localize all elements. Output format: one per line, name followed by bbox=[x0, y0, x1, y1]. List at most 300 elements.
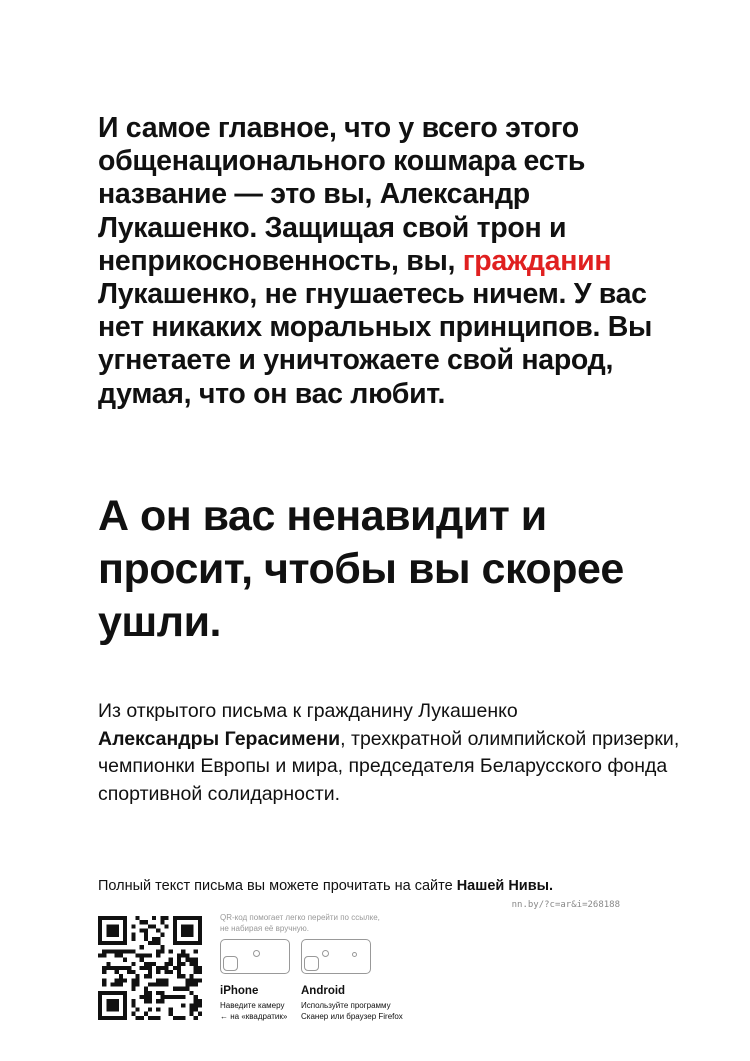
qr-module bbox=[181, 928, 185, 932]
qr-module bbox=[156, 999, 160, 1003]
source-rest: , трехкратной олимпийской призерки, чемпионки Европы и мира, председателя Беларусского фонда спортивной солидарности. bbox=[98, 727, 680, 805]
qr-module bbox=[177, 970, 181, 974]
qr-module bbox=[144, 991, 148, 995]
qr-module bbox=[98, 995, 102, 999]
lead-text-end: Лукашенко, не гнушаетесь ничем. У вас нет никаких моральных принципов. Вы угнетаете и уничтожаете свой народ, думая, что он вас любит. bbox=[98, 278, 653, 410]
qr-module bbox=[190, 974, 194, 978]
qr-module bbox=[181, 1016, 185, 1020]
qr-module bbox=[190, 1003, 194, 1007]
qr-module bbox=[110, 983, 114, 987]
qr-module bbox=[98, 937, 102, 941]
qr-module bbox=[123, 978, 127, 982]
qr-module bbox=[177, 941, 181, 945]
qr-module bbox=[194, 978, 198, 982]
qr-module bbox=[169, 962, 173, 966]
instr-line: Используйте программу bbox=[301, 1001, 391, 1010]
qr-module bbox=[119, 941, 123, 945]
qr-module bbox=[119, 966, 123, 970]
qr-module bbox=[140, 995, 144, 999]
android-title: Android bbox=[301, 985, 346, 997]
qr-module bbox=[181, 995, 185, 999]
qr-module bbox=[102, 978, 106, 982]
qr-module bbox=[98, 1003, 102, 1007]
headline: А он вас ненавидит и просит, чтобы вы скорее ушли. bbox=[98, 492, 624, 646]
qr-module bbox=[98, 991, 102, 995]
qr-module bbox=[185, 953, 189, 957]
qr-hint bbox=[220, 912, 380, 934]
qr-module bbox=[148, 983, 152, 987]
qr-module bbox=[152, 1016, 156, 1020]
qr-module bbox=[115, 949, 119, 953]
qr-module bbox=[160, 999, 164, 1003]
qr-module bbox=[98, 1012, 102, 1016]
camera-icon bbox=[223, 956, 238, 971]
url-text[interactable]: nn.by/?c=ar&i=268188 bbox=[511, 900, 620, 910]
qr-module bbox=[148, 941, 152, 945]
qr-module bbox=[165, 962, 169, 966]
qr-module bbox=[119, 1016, 123, 1020]
qr-module bbox=[148, 966, 152, 970]
qr-module bbox=[98, 953, 102, 957]
qr-module bbox=[165, 978, 169, 982]
qr-module bbox=[181, 941, 185, 945]
qr-module bbox=[148, 962, 152, 966]
qr-module bbox=[123, 1016, 127, 1020]
qr-module bbox=[106, 999, 110, 1003]
qr-module bbox=[173, 928, 177, 932]
qr-module bbox=[185, 983, 189, 987]
qr-module bbox=[98, 928, 102, 932]
qr-module bbox=[110, 916, 114, 920]
qr-module bbox=[148, 999, 152, 1003]
qr-module bbox=[173, 966, 177, 970]
qr-module bbox=[156, 978, 160, 982]
qr-module bbox=[160, 991, 164, 995]
qr-module bbox=[194, 958, 198, 962]
qr-module bbox=[135, 974, 139, 978]
qr-module bbox=[140, 966, 144, 970]
qr-module bbox=[156, 1016, 160, 1020]
qr-module bbox=[135, 978, 139, 982]
qr-module bbox=[160, 966, 164, 970]
iphone-title: iPhone bbox=[220, 985, 259, 997]
qr-module bbox=[135, 916, 139, 920]
qr-module bbox=[102, 1016, 106, 1020]
qr-module bbox=[156, 928, 160, 932]
qr-module bbox=[98, 916, 102, 920]
qr-module bbox=[106, 928, 110, 932]
qr-module bbox=[173, 987, 177, 991]
qr-module bbox=[190, 958, 194, 962]
qr-module bbox=[123, 991, 127, 995]
qr-module bbox=[198, 978, 202, 982]
qr-module bbox=[194, 983, 198, 987]
qr-module bbox=[123, 928, 127, 932]
qr-module bbox=[173, 916, 177, 920]
qr-module bbox=[190, 1012, 194, 1016]
full-text-note bbox=[98, 878, 553, 894]
qr-module bbox=[194, 966, 198, 970]
lens-icon bbox=[322, 950, 329, 957]
qr-module bbox=[119, 949, 123, 953]
qr-module bbox=[115, 999, 119, 1003]
qr-module bbox=[156, 970, 160, 974]
qr-module bbox=[152, 962, 156, 966]
iphone-instructions bbox=[220, 1000, 287, 1022]
qr-module bbox=[190, 928, 194, 932]
qr-module bbox=[198, 920, 202, 924]
camera-icon bbox=[304, 956, 319, 971]
qr-module bbox=[135, 953, 139, 957]
qr-module bbox=[144, 987, 148, 991]
qr-module bbox=[152, 924, 156, 928]
source-paragraph bbox=[98, 698, 698, 808]
qr-module bbox=[110, 1008, 114, 1012]
qr-module bbox=[115, 1008, 119, 1012]
qr-module bbox=[119, 991, 123, 995]
qr-module bbox=[127, 970, 131, 974]
qr-module bbox=[144, 999, 148, 1003]
qr-module bbox=[177, 962, 181, 966]
qr-module bbox=[181, 1003, 185, 1007]
qr-module bbox=[110, 966, 114, 970]
qr-module bbox=[135, 1016, 139, 1020]
qr-module bbox=[144, 966, 148, 970]
qr-module bbox=[131, 978, 135, 982]
qr-module bbox=[156, 1008, 160, 1012]
qr-module bbox=[160, 978, 164, 982]
qr-module bbox=[110, 933, 114, 937]
qr-module bbox=[165, 983, 169, 987]
qr-module bbox=[123, 995, 127, 999]
qr-module bbox=[119, 953, 123, 957]
source-intro: Из открытого письма к гражданину Лукашенко bbox=[98, 700, 518, 722]
qr-module bbox=[148, 1008, 152, 1012]
qr-module bbox=[181, 987, 185, 991]
qr-module bbox=[169, 995, 173, 999]
qr-module bbox=[177, 958, 181, 962]
qr-module bbox=[144, 1012, 148, 1016]
qr-module bbox=[115, 991, 119, 995]
qr-module bbox=[106, 941, 110, 945]
qr-module bbox=[148, 991, 152, 995]
qr-module bbox=[140, 1016, 144, 1020]
qr-module bbox=[110, 999, 114, 1003]
qr-module bbox=[106, 916, 110, 920]
qr-module bbox=[177, 966, 181, 970]
qr-module bbox=[198, 966, 202, 970]
qr-module bbox=[173, 995, 177, 999]
qr-module bbox=[190, 916, 194, 920]
qr-module bbox=[169, 958, 173, 962]
qr-module bbox=[106, 962, 110, 966]
sensor-icon bbox=[352, 952, 357, 957]
qr-module bbox=[102, 941, 106, 945]
qr-module bbox=[177, 974, 181, 978]
qr-module bbox=[135, 983, 139, 987]
instr-line: Сканер или браузер Firefox bbox=[301, 1012, 403, 1021]
qr-module bbox=[144, 953, 148, 957]
qr-module bbox=[115, 983, 119, 987]
qr-module bbox=[198, 999, 202, 1003]
qr-module bbox=[160, 933, 164, 937]
qr-module bbox=[115, 933, 119, 937]
qr-module bbox=[131, 987, 135, 991]
qr-module bbox=[198, 941, 202, 945]
qr-module bbox=[115, 966, 119, 970]
qr-module bbox=[106, 924, 110, 928]
qr-module bbox=[181, 933, 185, 937]
qr-module bbox=[123, 924, 127, 928]
qr-module bbox=[98, 920, 102, 924]
qr-module bbox=[115, 1003, 119, 1007]
qr-module bbox=[131, 933, 135, 937]
qr-module bbox=[131, 983, 135, 987]
qr-module bbox=[198, 924, 202, 928]
qr-module bbox=[144, 928, 148, 932]
qr-module bbox=[194, 1016, 198, 1020]
qr-module bbox=[198, 928, 202, 932]
qr-module bbox=[181, 949, 185, 953]
qr-module bbox=[123, 1012, 127, 1016]
qr-module bbox=[190, 1008, 194, 1012]
qr-module bbox=[144, 920, 148, 924]
qr-module bbox=[165, 995, 169, 999]
qr-module bbox=[102, 970, 106, 974]
qr-module bbox=[152, 941, 156, 945]
qr-module bbox=[194, 949, 198, 953]
qr-module bbox=[140, 928, 144, 932]
author-name: Александры Герасимени bbox=[98, 727, 341, 750]
qr-module bbox=[194, 1003, 198, 1007]
qr-module bbox=[148, 970, 152, 974]
qr-module bbox=[181, 953, 185, 957]
qr-module bbox=[181, 962, 185, 966]
qr-module bbox=[110, 949, 114, 953]
qr-module bbox=[140, 920, 144, 924]
qr-module bbox=[169, 949, 173, 953]
lead-text: И самое главное, что у всего этого общенационального кошмара есть название — это вы, Александр Лукашенко. Защищая свой трон и неприкосновенность, вы, bbox=[98, 112, 586, 277]
qr-module bbox=[131, 962, 135, 966]
qr-module bbox=[140, 958, 144, 962]
qr-module bbox=[198, 1012, 202, 1016]
qr-module bbox=[110, 928, 114, 932]
qr-module bbox=[156, 983, 160, 987]
qr-module bbox=[115, 941, 119, 945]
qr-module bbox=[194, 916, 198, 920]
qr-module bbox=[198, 937, 202, 941]
qr-module bbox=[119, 916, 123, 920]
qr-module bbox=[173, 941, 177, 945]
qr-module bbox=[156, 991, 160, 995]
qr-module bbox=[123, 958, 127, 962]
qr-module bbox=[181, 916, 185, 920]
qr-module bbox=[190, 962, 194, 966]
qr-module bbox=[123, 1003, 127, 1007]
qr-module bbox=[173, 920, 177, 924]
qr-module bbox=[156, 953, 160, 957]
site-link[interactable]: Нашей Нивы. bbox=[456, 878, 554, 894]
qr-module bbox=[148, 974, 152, 978]
qr-module bbox=[152, 916, 156, 920]
qr-module bbox=[185, 924, 189, 928]
qr-module bbox=[185, 933, 189, 937]
qr-module bbox=[106, 1016, 110, 1020]
qr-module bbox=[148, 924, 152, 928]
qr-module bbox=[98, 941, 102, 945]
qr-module bbox=[123, 941, 127, 945]
qr-module bbox=[131, 924, 135, 928]
qr-module bbox=[173, 924, 177, 928]
qr-module bbox=[177, 995, 181, 999]
qr-module bbox=[131, 999, 135, 1003]
qr-module bbox=[98, 1016, 102, 1020]
qr-module bbox=[102, 966, 106, 970]
qr-module bbox=[177, 1016, 181, 1020]
qr-module bbox=[160, 945, 164, 949]
qr-module bbox=[115, 978, 119, 982]
qr-module bbox=[165, 916, 169, 920]
qr-module bbox=[123, 1008, 127, 1012]
qr-module bbox=[102, 991, 106, 995]
qr-module bbox=[123, 966, 127, 970]
qr-module bbox=[131, 1003, 135, 1007]
qr-module bbox=[102, 953, 106, 957]
iphone-illustration bbox=[220, 939, 290, 974]
instr-line: ← на «квадратик» bbox=[220, 1012, 288, 1021]
qr-module bbox=[98, 933, 102, 937]
qr-module bbox=[148, 1016, 152, 1020]
qr-module bbox=[185, 978, 189, 982]
qr-module bbox=[165, 970, 169, 974]
qr-module bbox=[106, 966, 110, 970]
qr-module bbox=[156, 941, 160, 945]
qr-module bbox=[198, 916, 202, 920]
qr-module bbox=[110, 1003, 114, 1007]
qr-module bbox=[169, 1008, 173, 1012]
android-instructions bbox=[301, 1000, 403, 1022]
qr-module bbox=[98, 999, 102, 1003]
qr-module bbox=[198, 970, 202, 974]
qr-module bbox=[106, 933, 110, 937]
qr-module bbox=[185, 941, 189, 945]
qr-module bbox=[194, 995, 198, 999]
qr-module bbox=[131, 1012, 135, 1016]
qr-module bbox=[123, 920, 127, 924]
qr-module bbox=[169, 970, 173, 974]
qr-module bbox=[140, 945, 144, 949]
qr-module bbox=[102, 983, 106, 987]
qr-module bbox=[173, 933, 177, 937]
qr-module bbox=[194, 941, 198, 945]
qr-module bbox=[160, 920, 164, 924]
qr-module bbox=[144, 962, 148, 966]
qr-module bbox=[131, 970, 135, 974]
qr-module bbox=[106, 949, 110, 953]
instr-line: Наведите камеру bbox=[220, 1001, 285, 1010]
qr-module bbox=[181, 974, 185, 978]
qr-module bbox=[123, 999, 127, 1003]
qr-module bbox=[165, 966, 169, 970]
qr-module bbox=[190, 983, 194, 987]
qr-module bbox=[181, 924, 185, 928]
qr-module bbox=[165, 924, 169, 928]
hand-icon bbox=[253, 950, 260, 957]
qr-module bbox=[198, 1003, 202, 1007]
qr-module bbox=[123, 937, 127, 941]
qr-module bbox=[144, 995, 148, 999]
qr-module bbox=[152, 983, 156, 987]
qr-module bbox=[131, 937, 135, 941]
qr-module bbox=[185, 916, 189, 920]
qr-module bbox=[194, 999, 198, 1003]
qr-module bbox=[119, 974, 123, 978]
qr-module bbox=[102, 916, 106, 920]
qr-module bbox=[160, 995, 164, 999]
qr-module bbox=[177, 916, 181, 920]
qr-module bbox=[110, 1016, 114, 1020]
qr-module bbox=[110, 924, 114, 928]
qr-module bbox=[148, 953, 152, 957]
qr-module bbox=[102, 949, 106, 953]
qr-module bbox=[185, 987, 189, 991]
qr-module bbox=[127, 966, 131, 970]
qr-module bbox=[115, 970, 119, 974]
qr-code[interactable] bbox=[98, 916, 202, 1020]
qr-module bbox=[194, 962, 198, 966]
qr-module bbox=[119, 983, 123, 987]
qr-module bbox=[169, 1012, 173, 1016]
qr-module bbox=[156, 937, 160, 941]
hint-line: не набирая её вручную. bbox=[220, 924, 309, 933]
qr-module bbox=[173, 1016, 177, 1020]
qr-module bbox=[198, 933, 202, 937]
qr-module bbox=[160, 983, 164, 987]
qr-module bbox=[194, 970, 198, 974]
qr-module bbox=[115, 953, 119, 957]
qr-module bbox=[177, 953, 181, 957]
qr-module bbox=[115, 916, 119, 920]
qr-module bbox=[190, 933, 194, 937]
android-illustration bbox=[301, 939, 371, 974]
qr-module bbox=[160, 949, 164, 953]
qr-module bbox=[98, 1008, 102, 1012]
qr-module bbox=[106, 1008, 110, 1012]
qr-module bbox=[115, 924, 119, 928]
qr-module bbox=[127, 949, 131, 953]
hint-line: QR-код помогает легко перейти по ссылке, bbox=[220, 913, 380, 922]
qr-module bbox=[152, 937, 156, 941]
qr-module bbox=[135, 1008, 139, 1012]
qr-module bbox=[115, 928, 119, 932]
qr-module bbox=[106, 1003, 110, 1007]
qr-module bbox=[110, 941, 114, 945]
qr-module bbox=[131, 949, 135, 953]
qr-module bbox=[190, 941, 194, 945]
qr-module bbox=[140, 953, 144, 957]
qr-module bbox=[156, 966, 160, 970]
qr-module bbox=[144, 933, 148, 937]
qr-module bbox=[123, 916, 127, 920]
qr-module bbox=[144, 937, 148, 941]
qr-module bbox=[190, 991, 194, 995]
qr-module bbox=[173, 937, 177, 941]
qr-module bbox=[190, 978, 194, 982]
qr-module bbox=[185, 928, 189, 932]
qr-module bbox=[194, 1008, 198, 1012]
qr-module bbox=[160, 916, 164, 920]
lead-paragraph bbox=[98, 112, 658, 411]
